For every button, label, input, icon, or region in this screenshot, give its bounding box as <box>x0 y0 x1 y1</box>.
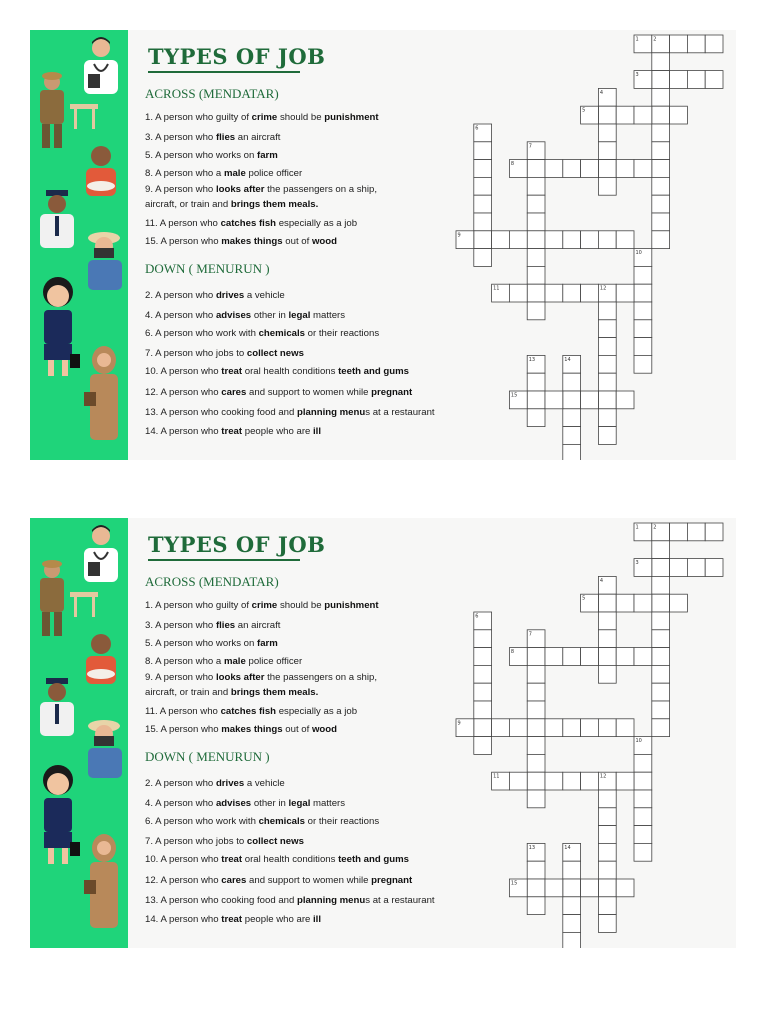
crossword-cell <box>527 665 545 683</box>
crossword-cell <box>474 630 492 648</box>
clue-number: 8 <box>510 161 515 168</box>
crossword-cell <box>598 879 616 897</box>
crossword-cell <box>634 160 652 178</box>
crossword-cell <box>670 559 688 577</box>
crossword-cell <box>527 177 545 195</box>
crossword-cell <box>598 630 616 648</box>
crossword-cell <box>598 338 616 356</box>
crossword-cell <box>581 772 599 790</box>
clue-number: 6 <box>475 125 479 132</box>
crossword-cell <box>545 719 563 737</box>
crossword-cell <box>545 879 563 897</box>
crossword-cell <box>652 648 670 666</box>
crossword-cell <box>687 71 705 89</box>
crossword-cell <box>474 142 492 160</box>
clue-number: 9 <box>457 232 461 239</box>
down-clue: 14. A person who treat people who are ill <box>145 914 322 925</box>
crossword-cell <box>474 195 492 213</box>
crossword-cell <box>634 648 652 666</box>
crossword-cell <box>616 231 634 249</box>
crossword-cell <box>652 231 670 249</box>
crossword-cell <box>598 160 616 178</box>
across-clue: 11. A person who catches fish especially as a job <box>145 218 358 229</box>
crossword-cell <box>545 284 563 302</box>
down-clue: 10. A person who treat oral health conditions teeth and gums <box>145 854 409 865</box>
crossword-cell <box>652 142 670 160</box>
crossword-cell <box>545 772 563 790</box>
clue-number: 9 <box>457 720 461 727</box>
clue-number: 14 <box>564 844 571 851</box>
crossword-cell <box>705 35 723 53</box>
across-heading: ACROSS (MENDATAR) <box>145 86 279 101</box>
across-clue: 15. A person who makes things out of wood <box>145 724 337 735</box>
crossword-cell <box>563 373 581 391</box>
crossword-cell <box>616 284 634 302</box>
crossword-cell <box>581 160 599 178</box>
crossword-cell <box>474 737 492 755</box>
crossword-cell <box>634 302 652 320</box>
down-clue: 6. A person who work with chemicals or their reactions <box>145 816 380 827</box>
crossword-cell <box>509 719 527 737</box>
crossword-cell <box>492 231 510 249</box>
crossword-cell <box>652 594 670 612</box>
crossword-cell <box>634 320 652 338</box>
crossword-cell <box>563 879 581 897</box>
clue-number: 6 <box>475 613 479 620</box>
down-clue: 14. A person who treat people who are ill <box>145 426 322 437</box>
down-clue: 13. A person who cooking food and planning menus at a restaurant <box>145 895 435 906</box>
crossword-cell <box>581 648 599 666</box>
crossword-cell <box>563 932 581 948</box>
crossword-cell <box>634 808 652 826</box>
crossword-cell <box>563 284 581 302</box>
crossword-cell <box>598 409 616 427</box>
crossword-cell <box>616 106 634 124</box>
clue-number: 15 <box>510 880 518 887</box>
down-clue: 10. A person who treat oral health conditions teeth and gums <box>145 366 409 377</box>
clue-number: 12 <box>599 285 607 292</box>
down-clue: 2. A person who drives a vehicle <box>145 778 285 789</box>
crossword-cell <box>598 302 616 320</box>
crossword-cell <box>527 790 545 808</box>
crossword-cell <box>634 594 652 612</box>
crossword-cell <box>527 683 545 701</box>
crossword-cell <box>598 142 616 160</box>
crossword-cell <box>652 88 670 106</box>
crossword-cell <box>563 719 581 737</box>
clue-number: 2 <box>653 524 657 531</box>
crossword-cell <box>474 177 492 195</box>
clue-number: 11 <box>493 285 500 292</box>
clue-number: 15 <box>510 392 518 399</box>
crossword-cell <box>474 683 492 701</box>
crossword-cell <box>474 648 492 666</box>
clue-number: 3 <box>635 72 639 79</box>
crossword-cell <box>563 391 581 409</box>
crossword-cell <box>598 826 616 844</box>
clue-number: 11 <box>493 773 500 780</box>
crossword-cell <box>670 523 688 541</box>
worksheet-title: TYPES OF JOB <box>148 44 326 69</box>
worksheet-top <box>30 30 736 460</box>
crossword-cell <box>598 790 616 808</box>
crossword-grid <box>30 30 736 460</box>
crossword-cell <box>670 594 688 612</box>
crossword-cell <box>687 35 705 53</box>
clue-number: 1 <box>635 36 639 43</box>
crossword-cell <box>563 409 581 427</box>
clue-number: 8 <box>510 649 515 656</box>
clue-number: 7 <box>528 631 532 638</box>
crossword-cell <box>598 719 616 737</box>
crossword-cell <box>652 719 670 737</box>
crossword-cell <box>581 719 599 737</box>
down-clue: 7. A person who jobs to collect news <box>145 836 304 847</box>
crossword-cell <box>545 648 563 666</box>
across-clue: 3. A person who flies an aircraft <box>145 132 281 143</box>
crossword-cell <box>598 808 616 826</box>
across-clue: 1. A person who guilty of crime should be punishment <box>145 112 379 123</box>
crossword-cell <box>598 648 616 666</box>
crossword-cell <box>616 648 634 666</box>
crossword-cell <box>652 213 670 231</box>
crossword-cell <box>598 897 616 915</box>
crossword-cell <box>563 160 581 178</box>
crossword-grid <box>30 518 736 948</box>
crossword-cell <box>652 71 670 89</box>
crossword-cell <box>634 790 652 808</box>
crossword-cell <box>670 106 688 124</box>
crossword-cell <box>687 559 705 577</box>
crossword-cell <box>598 665 616 683</box>
crossword-cell <box>474 160 492 178</box>
crossword-cell <box>563 915 581 933</box>
clue-number: 5 <box>582 595 586 602</box>
across-clue: 5. A person who works on farm <box>145 638 278 649</box>
clue-number: 4 <box>599 89 604 96</box>
crossword-cell <box>652 177 670 195</box>
crossword-cell <box>545 231 563 249</box>
crossword-cell <box>527 409 545 427</box>
crossword-cell <box>581 231 599 249</box>
across-clue: 3. A person who flies an aircraft <box>145 620 281 631</box>
crossword-cell <box>598 231 616 249</box>
crossword-cell <box>652 701 670 719</box>
crossword-cell <box>563 231 581 249</box>
across-clue: 8. A person who a male police officer <box>145 168 303 179</box>
crossword-cell <box>527 648 545 666</box>
worksheet-title: TYPES OF JOB <box>148 532 326 557</box>
clue-number: 12 <box>599 773 607 780</box>
crossword-cell <box>616 391 634 409</box>
clue-number: 5 <box>582 107 586 114</box>
down-heading: DOWN ( MENURUN ) <box>145 261 270 276</box>
crossword-cell <box>509 772 527 790</box>
crossword-cell <box>652 630 670 648</box>
across-heading: ACROSS (MENDATAR) <box>145 574 279 589</box>
crossword-cell <box>527 897 545 915</box>
crossword-cell <box>527 213 545 231</box>
crossword-cell <box>527 231 545 249</box>
crossword-cell <box>652 106 670 124</box>
down-clue: 13. A person who cooking food and planning menus at a restaurant <box>145 407 435 418</box>
crossword-cell <box>652 576 670 594</box>
crossword-cell <box>616 879 634 897</box>
clue-number: 3 <box>635 560 639 567</box>
crossword-cell <box>527 284 545 302</box>
crossword-cell <box>598 843 616 861</box>
crossword-cell <box>652 559 670 577</box>
crossword-cell <box>527 266 545 284</box>
across-clue: 11. A person who catches fish especially as a job <box>145 706 358 717</box>
crossword-cell <box>687 523 705 541</box>
crossword-cell <box>474 665 492 683</box>
crossword-cell <box>598 355 616 373</box>
crossword-cell <box>527 391 545 409</box>
clue-number: 4 <box>599 577 604 584</box>
crossword-cell <box>598 861 616 879</box>
crossword-cell <box>598 124 616 142</box>
crossword-cell <box>527 373 545 391</box>
crossword-cell <box>634 266 652 284</box>
down-clue: 4. A person who advises other in legal matters <box>145 310 346 321</box>
crossword-cell <box>634 106 652 124</box>
crossword-cell <box>545 160 563 178</box>
crossword-cell <box>652 683 670 701</box>
worksheet-bottom <box>30 518 736 948</box>
across-clue: 15. A person who makes things out of wood <box>145 236 337 247</box>
down-clue: 6. A person who work with chemicals or their reactions <box>145 328 380 339</box>
across-clue: 1. A person who guilty of crime should be punishment <box>145 600 379 611</box>
clue-number: 13 <box>528 356 536 363</box>
crossword-cell <box>634 284 652 302</box>
crossword-cell <box>527 754 545 772</box>
crossword-cell <box>705 71 723 89</box>
crossword-cell <box>598 612 616 630</box>
down-clue: 7. A person who jobs to collect news <box>145 348 304 359</box>
crossword-cell <box>598 391 616 409</box>
clue-number: 13 <box>528 844 536 851</box>
crossword-cell <box>616 719 634 737</box>
crossword-cell <box>563 427 581 445</box>
crossword-cell <box>652 665 670 683</box>
crossword-cell <box>705 559 723 577</box>
across-clue: 9. A person who looks after the passengers on a ship, <box>145 184 378 195</box>
crossword-cell <box>652 612 670 630</box>
crossword-cell <box>474 249 492 267</box>
crossword-cell <box>509 231 527 249</box>
crossword-cell <box>527 701 545 719</box>
crossword-cell <box>563 861 581 879</box>
crossword-cell <box>652 195 670 213</box>
crossword-cell <box>634 754 652 772</box>
crossword-cell <box>474 231 492 249</box>
crossword-cell <box>598 177 616 195</box>
crossword-cell <box>652 160 670 178</box>
across-clue: 9. A person who looks after the passengers on a ship, <box>145 672 378 683</box>
crossword-cell <box>652 53 670 71</box>
clue-number: 10 <box>635 250 642 257</box>
down-heading: DOWN ( MENURUN ) <box>145 749 270 764</box>
crossword-cell <box>492 719 510 737</box>
crossword-cell <box>527 160 545 178</box>
down-clue: 2. A person who drives a vehicle <box>145 290 285 301</box>
across-clue: aircraft, or train and brings them meals. <box>145 687 319 698</box>
crossword-cell <box>598 320 616 338</box>
crossword-cell <box>474 213 492 231</box>
crossword-cell <box>598 373 616 391</box>
crossword-cell <box>527 195 545 213</box>
across-clue: 8. A person who a male police officer <box>145 656 303 667</box>
crossword-cell <box>634 843 652 861</box>
crossword-cell <box>527 737 545 755</box>
crossword-cell <box>563 897 581 915</box>
across-clue: aircraft, or train and brings them meals. <box>145 199 319 210</box>
crossword-cell <box>527 879 545 897</box>
crossword-cell <box>705 523 723 541</box>
crossword-cell <box>598 915 616 933</box>
crossword-cell <box>652 124 670 142</box>
crossword-cell <box>581 284 599 302</box>
down-clue: 12. A person who cares and support to women while pregnant <box>145 387 413 398</box>
across-clue: 5. A person who works on farm <box>145 150 278 161</box>
crossword-cell <box>581 391 599 409</box>
clue-number: 2 <box>653 36 657 43</box>
crossword-cell <box>509 284 527 302</box>
clue-number: 1 <box>635 524 639 531</box>
crossword-cell <box>634 355 652 373</box>
crossword-cell <box>652 541 670 559</box>
crossword-cell <box>616 772 634 790</box>
crossword-cell <box>527 861 545 879</box>
crossword-cell <box>598 427 616 445</box>
crossword-cell <box>527 249 545 267</box>
crossword-cell <box>527 772 545 790</box>
crossword-cell <box>545 391 563 409</box>
crossword-cell <box>634 338 652 356</box>
clue-number: 10 <box>635 738 642 745</box>
crossword-cell <box>474 701 492 719</box>
down-clue: 12. A person who cares and support to women while pregnant <box>145 875 413 886</box>
crossword-cell <box>616 594 634 612</box>
crossword-cell <box>563 772 581 790</box>
crossword-cell <box>670 71 688 89</box>
crossword-cell <box>598 106 616 124</box>
down-clue: 4. A person who advises other in legal matters <box>145 798 346 809</box>
crossword-cell <box>527 302 545 320</box>
crossword-cell <box>563 444 581 460</box>
clue-number: 14 <box>564 356 571 363</box>
crossword-cell <box>598 594 616 612</box>
crossword-cell <box>527 719 545 737</box>
crossword-cell <box>563 648 581 666</box>
crossword-cell <box>634 826 652 844</box>
crossword-cell <box>581 879 599 897</box>
crossword-cell <box>616 160 634 178</box>
clue-number: 7 <box>528 143 532 150</box>
crossword-cell <box>670 35 688 53</box>
crossword-cell <box>634 772 652 790</box>
crossword-cell <box>474 719 492 737</box>
